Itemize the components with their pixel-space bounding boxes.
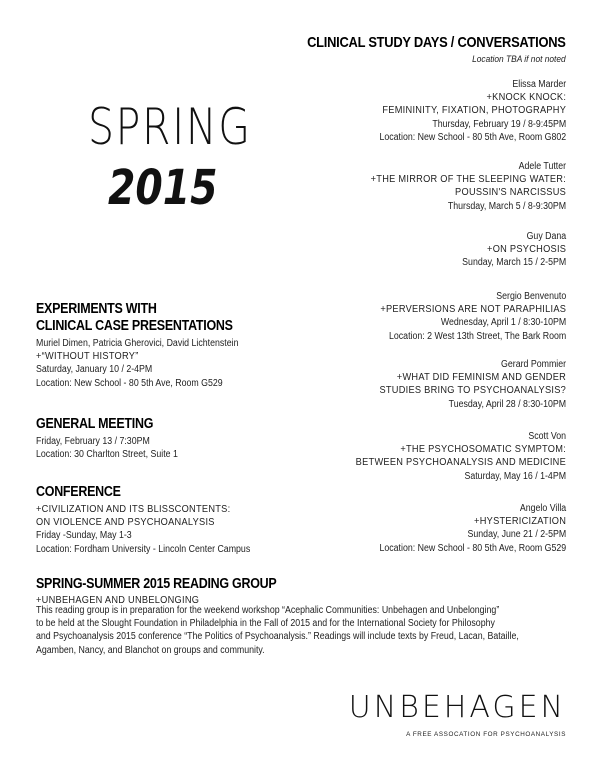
event-date: Thursday, February 19 / 8-9:45PM	[432, 118, 566, 130]
event-title-line: +WHAT DID FEMINISM AND GENDER	[396, 371, 566, 384]
clinical-event-5	[354, 358, 566, 411]
title-year: 2015	[108, 160, 218, 216]
clinical-event-2	[344, 160, 566, 213]
clinical-event-3	[448, 230, 566, 270]
experiments-title: +“WITHOUT HISTORY”	[36, 350, 139, 363]
conference-title-line: +CIVILIZATION AND ITS BLISSCONTENTS:	[36, 503, 231, 515]
event-speaker: Angelo Villa	[519, 503, 566, 514]
reading-group-title: +UNBEHAGEN AND UNBELONGING	[36, 594, 200, 606]
event-title-line: FEMININITY, FIXATION, PHOTOGRAPHY	[382, 104, 566, 117]
event-title-line: +HYSTERICIZATION	[473, 515, 566, 528]
experiments-date: Saturday, January 10 / 2-4PM	[36, 364, 153, 376]
event-location: Location: New School - 80 5th Ave, Room G802	[379, 131, 566, 143]
clinical-event-7	[354, 502, 566, 555]
event-title-line: +THE MIRROR OF THE SLEEPING WATER:	[370, 173, 566, 186]
logo-tagline: A FREE ASSOCATION FOR PSYCHOANALYSIS	[406, 731, 566, 738]
clinical-location-note: Location TBA if not noted	[472, 54, 566, 65]
event-speaker: Elissa Marder	[512, 79, 566, 90]
experiments-heading-line: CLINICAL CASE PRESENTATIONS	[36, 318, 233, 334]
event-title-line: +ON PSYCHOSIS	[486, 243, 566, 256]
event-speaker: Adele Tutter	[518, 161, 566, 172]
event-date: Thursday, March 5 / 8-9:30PM	[447, 200, 566, 212]
conference-heading: CONFERENCE	[36, 484, 121, 500]
experiments-people: Muriel Dimen, Patricia Gherovici, David Lichtenstein	[36, 338, 239, 349]
conference-title-line: ON VIOLENCE AND PSYCHOANALYSIS	[36, 516, 215, 529]
event-title-line: BETWEEN PSYCHOANALYSIS AND MEDICINE	[355, 456, 566, 469]
clinical-event-4	[355, 290, 566, 343]
event-date: Tuesday, April 28 / 8:30-10PM	[448, 398, 566, 410]
event-speaker: Guy Dana	[526, 231, 566, 242]
event-title-line: +THE PSYCHOSOMATIC SYMPTOM:	[400, 443, 566, 456]
event-title-line: POUSSIN'S NARCISSUS	[454, 186, 566, 199]
reading-line: This reading group is in preparation for the weekend workshop “Acephalic Communities: Unbehagen and Unbelonging”	[36, 605, 500, 616]
general-meeting-section	[36, 416, 197, 461]
event-title-line: +KNOCK KNOCK:	[486, 91, 566, 104]
reading-line: and Psychoanalysis 2015 conference “The Politics of Psychoanalysis.” Readings will include texts by Freud, Lacan, Bataille,	[36, 631, 519, 643]
general-meeting-date: Friday, February 13 / 7:30PM	[36, 436, 150, 447]
experiments-heading-line: EXPERIMENTS WITH	[36, 301, 157, 317]
clinical-heading: CLINICAL STUDY DAYS / CONVERSATIONS	[307, 34, 566, 51]
conference-location: Location: Fordham University - Lincoln Center Campus	[36, 543, 251, 555]
event-date: Sunday, March 15 / 2-5PM	[461, 257, 566, 269]
event-title-line: +PERVERSIONS ARE NOT PARAPHILIAS	[380, 303, 566, 316]
clinical-event-1	[354, 78, 566, 144]
clinical-section	[265, 34, 566, 66]
clinical-event-6	[327, 430, 566, 483]
reading-line: to be held at the Slought Foundation in Philadelphia in the Fall of 2015 and for the International Society for Philosophy	[36, 618, 495, 630]
event-date: Wednesday, April 1 / 8:30-10PM	[440, 317, 566, 329]
title-spring: SPRING	[88, 98, 252, 156]
reading-group-section	[36, 576, 316, 607]
reading-group-description	[36, 604, 576, 657]
event-location: Location: New School - 80 5th Ave, Room G529	[379, 542, 566, 554]
event-speaker: Gerard Pommier	[500, 359, 566, 370]
experiments-section	[36, 301, 266, 390]
conference-date: Friday -Sunday, May 1-3	[36, 530, 132, 542]
unbehagen-logo: UNBEHAGEN	[348, 690, 566, 725]
event-speaker: Scott Von	[528, 431, 566, 442]
general-meeting-location: Location: 30 Charlton Street, Suite 1	[36, 449, 178, 461]
reading-line: Agamben, Nancy, and Blanchot on groups and community.	[36, 644, 265, 656]
event-speaker: Sergio Benvenuto	[496, 291, 566, 302]
experiments-location: Location: New School - 80 5th Ave, Room G529	[36, 377, 223, 389]
conference-section	[36, 484, 279, 556]
reading-group-heading: SPRING-SUMMER 2015 READING GROUP	[36, 576, 277, 592]
event-location: Location: 2 West 13th Street, The Bark Room	[388, 330, 566, 342]
general-meeting-heading: GENERAL MEETING	[36, 416, 154, 432]
event-date: Saturday, May 16 / 1-4PM	[464, 470, 566, 482]
event-date: Sunday, June 21 / 2-5PM	[467, 529, 566, 541]
event-title-line: STUDIES BRING TO PSYCHOANALYSIS?	[379, 384, 566, 397]
